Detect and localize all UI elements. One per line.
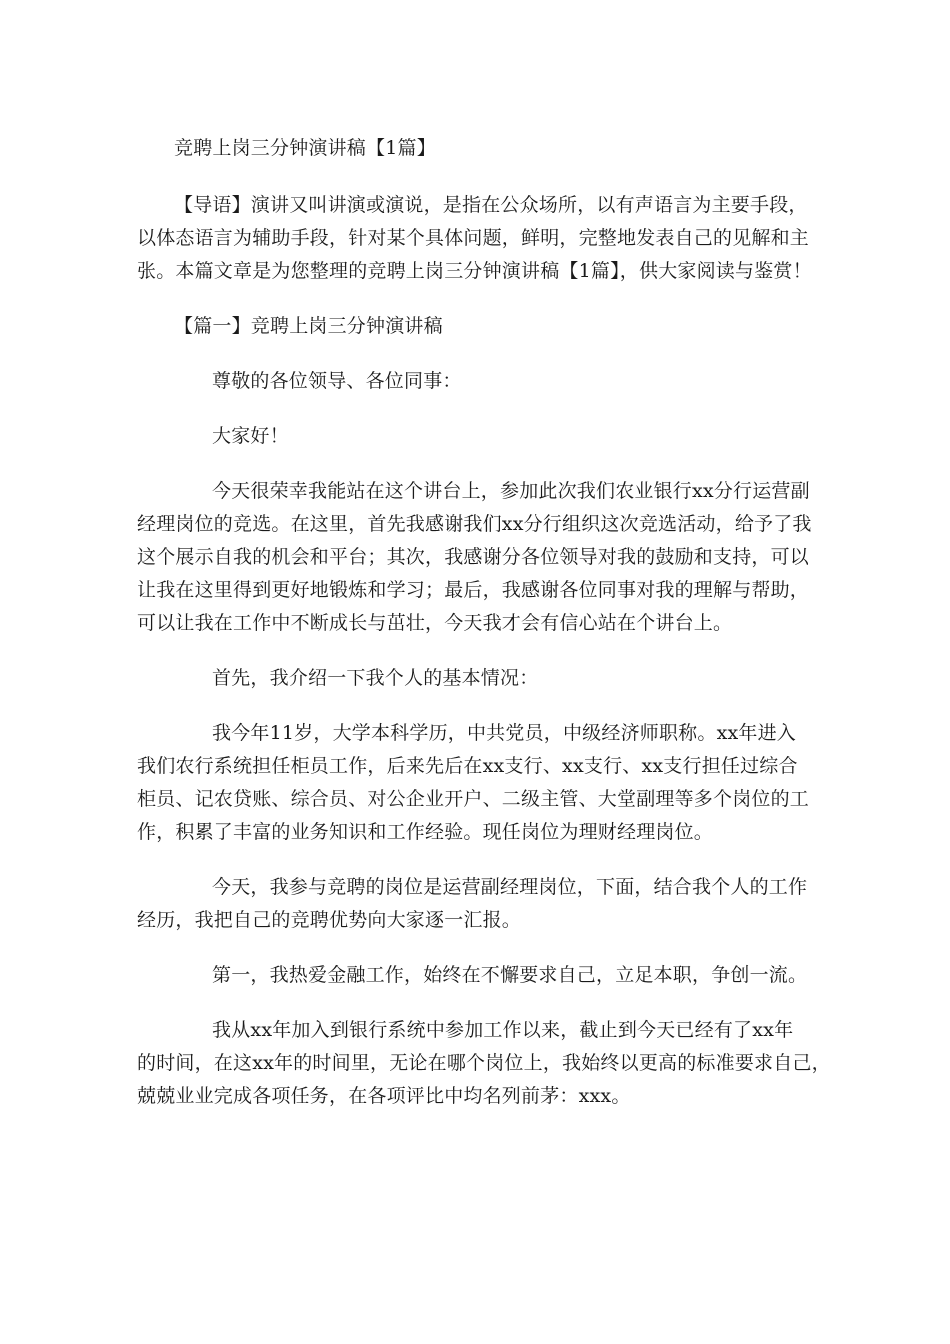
intro-line-2: 以体态语言为辅助手段，针对某个具体问题，鲜明，完整地发表自己的见解和主 xyxy=(137,227,810,249)
para1-line-5: 可以让我在工作中不断成长与茁壮，今天我才会有信心站在个讲台上。 xyxy=(137,612,733,634)
para4-line-2: 经历，我把自己的竞聘优势向大家逐一汇报。 xyxy=(137,909,522,931)
para3-line-1: 我今年11岁，大学本科学历，中共党员，中级经济师职称。xx年进入 xyxy=(212,722,797,744)
intro-line-3: 张。本篇文章是为您整理的竞聘上岗三分钟演讲稿【1篇】，供大家阅读与鉴赏！ xyxy=(137,260,812,282)
salutation: 尊敬的各位领导、各位同事： xyxy=(212,370,462,392)
para3-line-2: 我们农行系统担任柜员工作，后来先后在xx支行、xx支行、xx支行担任过综合 xyxy=(137,755,798,777)
para5: 第一，我热爱金融工作，始终在不懈要求自己，立足本职，争创一流。 xyxy=(212,964,808,986)
para1-line-2: 经理岗位的竞选。在这里，首先我感谢我们xx分行组织这次竞选活动，给予了我 xyxy=(137,513,812,535)
para6-line-2: 的时间，在这xx年的时间里，无论在哪个岗位上，我始终以更高的标准要求自己， xyxy=(137,1052,831,1074)
para3-line-3: 柜员、记农贷账、综合员、对公企业开户、二级主管、大堂副理等多个岗位的工 xyxy=(137,788,810,810)
para1-line-1: 今天很荣幸我能站在这个讲台上，参加此次我们农业银行xx分行运营副 xyxy=(212,480,810,502)
para3-line-4: 作，积累了丰富的业务知识和工作经验。现任岗位为理财经理岗位。 xyxy=(137,821,714,843)
para2: 首先，我介绍一下我个人的基本情况： xyxy=(212,667,539,689)
para1-line-3: 这个展示自我的机会和平台；其次，我感谢分各位领导对我的鼓励和支持，可以 xyxy=(137,546,810,568)
intro-line-1: 【导语】演讲又叫讲演或演说，是指在公众场所，以有声语言为主要手段， xyxy=(174,194,808,216)
para6-line-1: 我从xx年加入到银行系统中参加工作以来，截止到今天已经有了xx年 xyxy=(212,1019,794,1041)
para1-line-4: 让我在这里得到更好地锻炼和学习；最后，我感谢各位同事对我的理解与帮助， xyxy=(137,579,810,601)
document-title: 竞聘上岗三分钟演讲稿【1篇】 xyxy=(174,137,436,159)
greeting: 大家好！ xyxy=(212,425,289,447)
section-heading: 【篇一】竞聘上岗三分钟演讲稿 xyxy=(174,315,443,337)
para4-line-1: 今天，我参与竞聘的岗位是运营副经理岗位，下面，结合我个人的工作 xyxy=(212,876,808,898)
para6-line-3: 兢兢业业完成各项任务，在各项评比中均名列前茅：xxx。 xyxy=(137,1085,631,1107)
